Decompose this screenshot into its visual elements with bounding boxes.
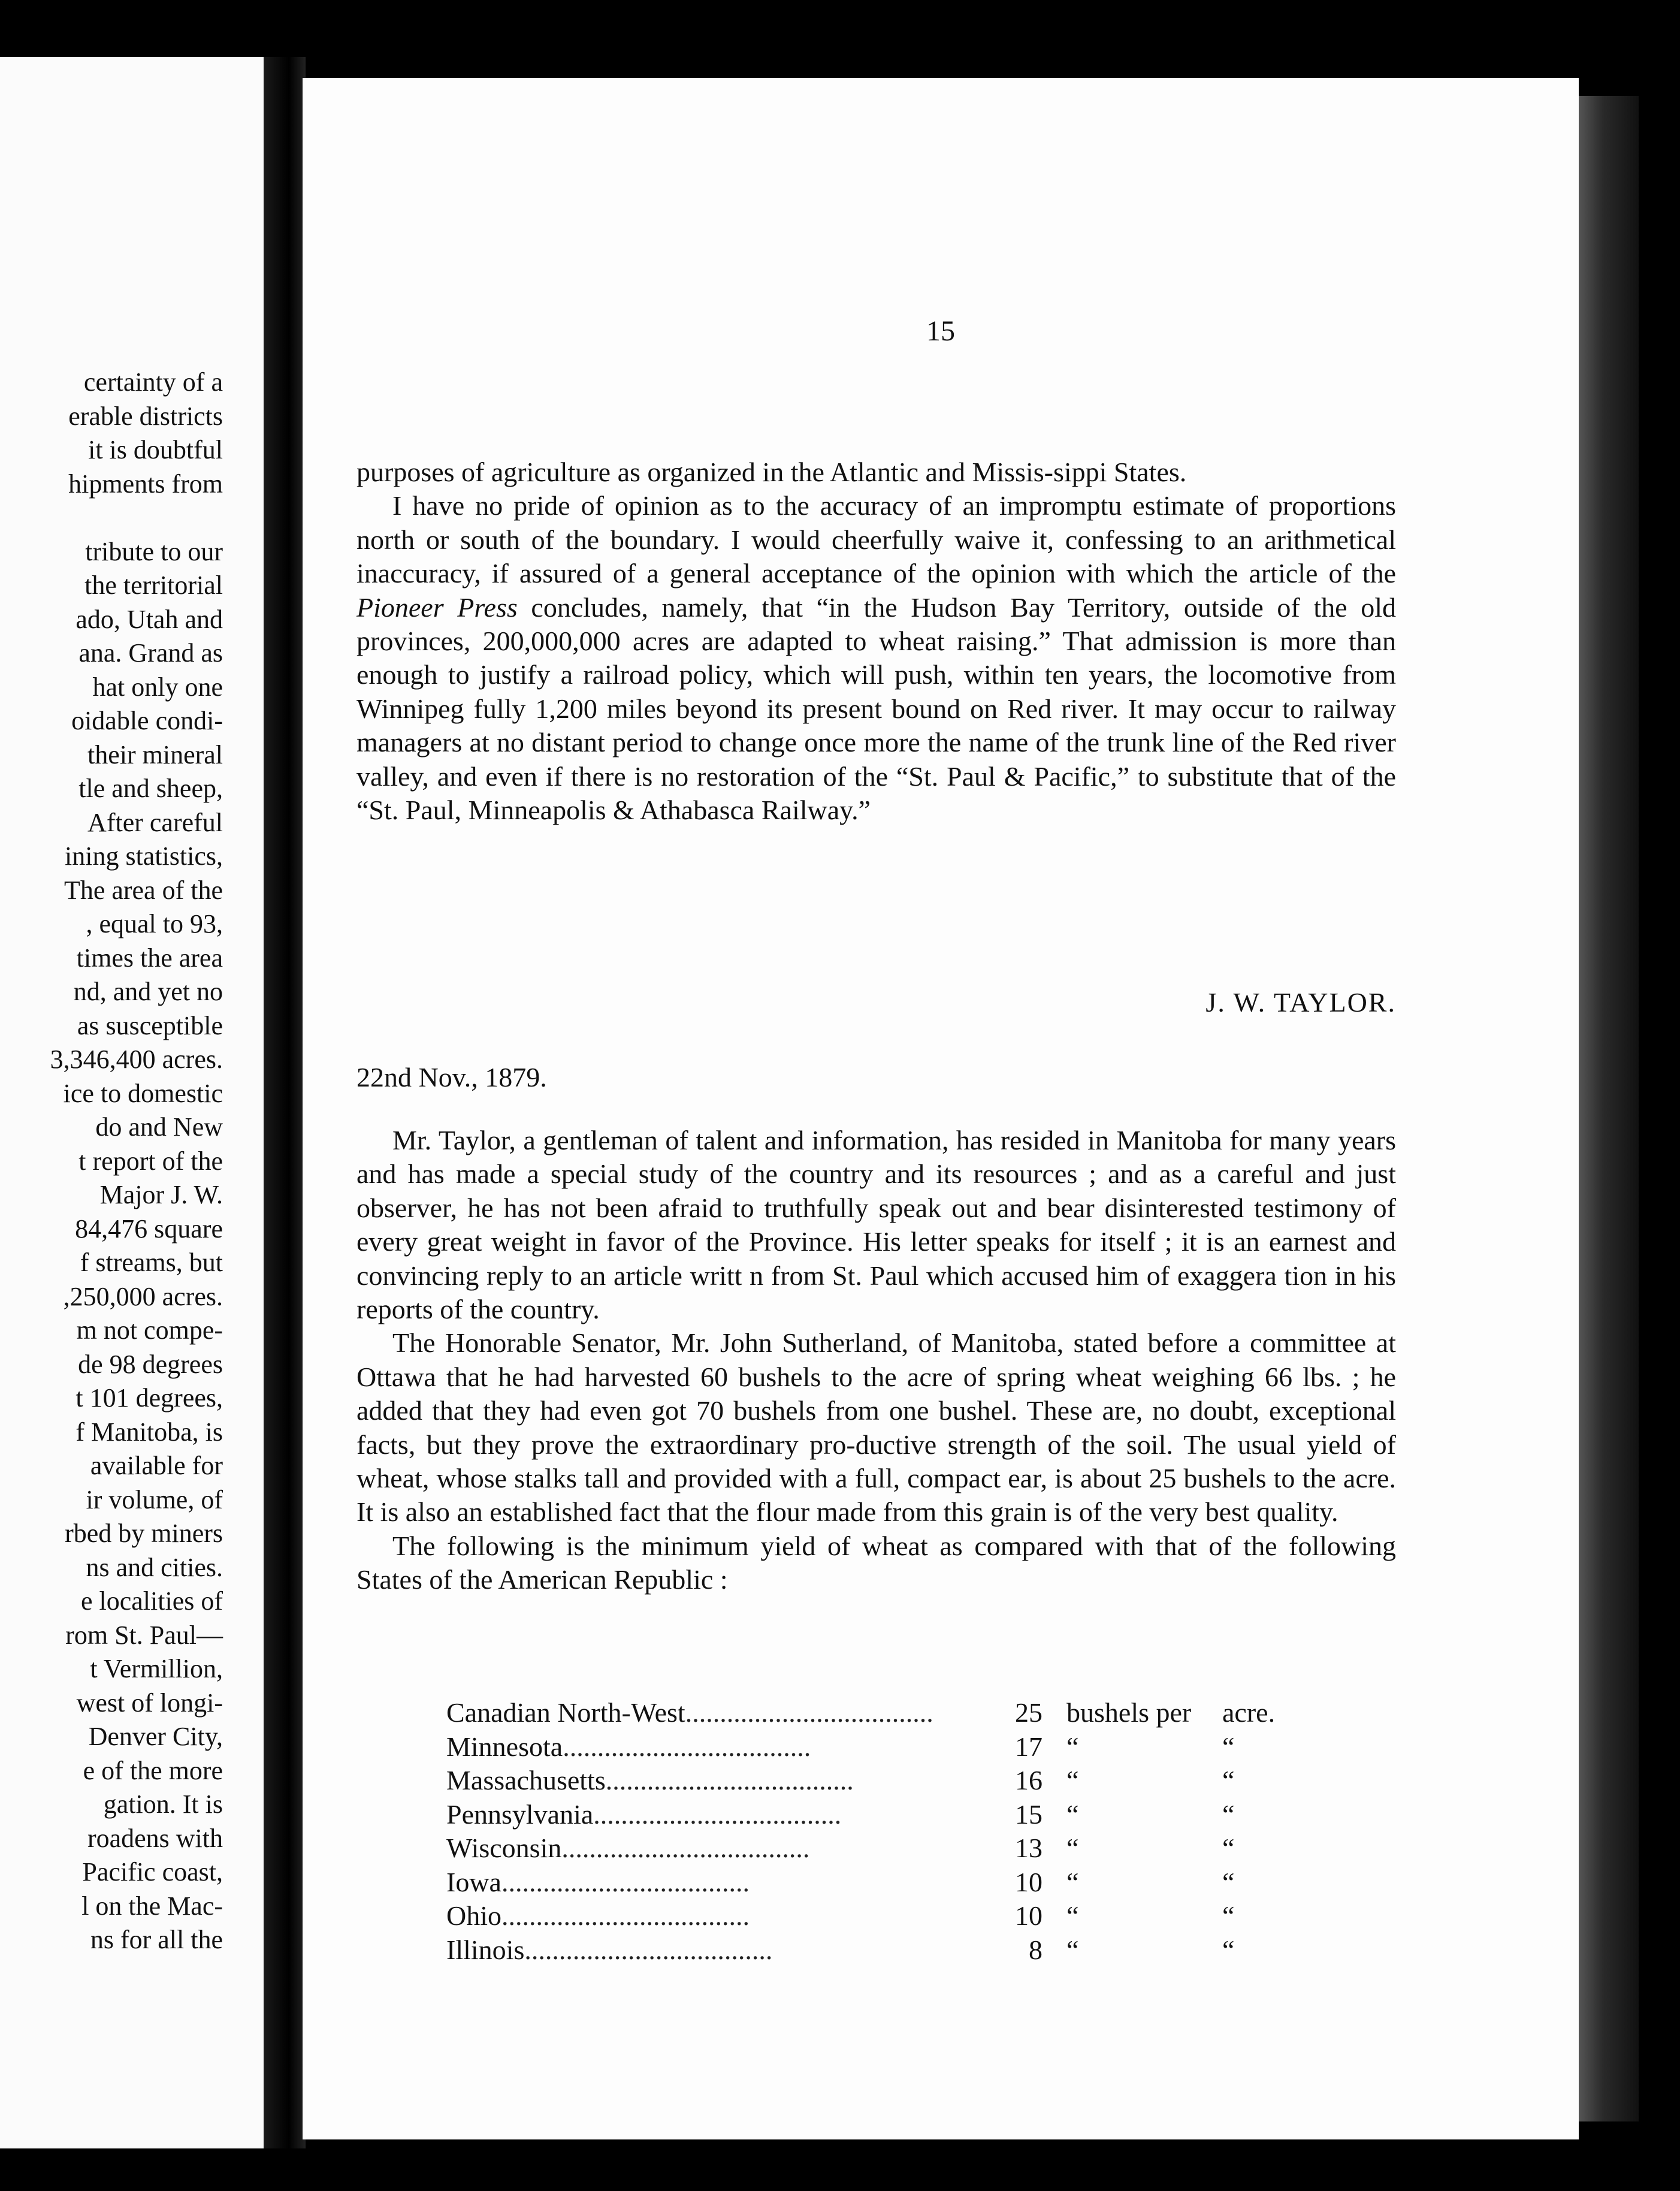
adjacent-page-line: f Manitoba, is [75, 1417, 223, 1447]
adjacent-page-line: ana. Grand as [78, 638, 223, 668]
adjacent-page-line: rbed by miners [65, 1519, 223, 1548]
adjacent-page-line: gation. It is [103, 1789, 223, 1819]
adjacent-page-line: ado, Utah and [75, 604, 223, 634]
yield-unit: “ [1066, 1934, 1079, 1965]
adjacent-page-line: ir volume, of [86, 1484, 223, 1514]
paragraph-4: The Honorable Senator, Mr. John Sutherland, of Manitoba, stated before a committee at Ottawa that he had harvested 60 bushels to the acre of spring wheat weighing 66 lbs. ; he added that they had even got 70 bushels from one bushel. These are, no doubt, exceptional facts, but they prove the extraordinary pro-ductive strength of the soil. The usual yield of wheat, whose stalks tall and provided with a full, compact ear, is about 25 bushels to the acre. It is also an established fact that the flour made from this grain is of the very best quality. [356, 1327, 1396, 1528]
adjacent-page-line: ,250,000 acres. [63, 1281, 223, 1311]
adjacent-page-line: de 98 degrees [78, 1349, 223, 1379]
adjacent-page-line: Denver City, [88, 1722, 223, 1751]
yield-unit-2: “ [1222, 1934, 1235, 1965]
state-name: Iowa.................................... [446, 1866, 750, 1897]
yield-unit: “ [1066, 1765, 1079, 1795]
adjacent-page-line: do and New [95, 1112, 223, 1142]
state-name: Wisconsin.................................... [446, 1833, 810, 1863]
adjacent-page-line: ns for all the [90, 1925, 223, 1954]
adjacent-page-line: 3,346,400 acres. [50, 1045, 223, 1074]
state-name: Minnesota.................................... [446, 1731, 811, 1762]
table-row [446, 1696, 1294, 1730]
yield-unit: “ [1066, 1900, 1079, 1931]
adjacent-page-line: tle and sheep, [78, 774, 223, 803]
yield-value: 25 [1015, 1697, 1043, 1728]
adjacent-page-line [0, 501, 264, 535]
yield-unit-2: “ [1222, 1900, 1235, 1931]
table-row [446, 1730, 1294, 1764]
yield-value: 10 [1015, 1900, 1043, 1931]
paragraph-2: I have no pride of opinion as to the accuracy of an impromptu estimate of proportions north or south of the boundary. I would cheerfully waive it, confessing to an arithmetical inaccuracy, if assured of a general acceptance of the opinion with which the article of the Pioneer Press concludes, namely, that “in the Hudson Bay Territory, outside of the old provinces, 200,000,000 acres are adapted to wheat raising.” That admission is more than enough to justify a railroad policy, which will push, within ten years, the locomotive from Winnipeg fully 1,200 miles beyond its present bound on Red river. It may occur to railway managers at no distant period to change once more the name of the trunk line of the Red river valley, and even if there is no restoration of the “St. Paul & Pacific,” to substitute that of the “St. Paul, Minneapolis & Athabasca Railway.” [356, 490, 1396, 826]
adjacent-page-line: , equal to 93, [86, 909, 223, 938]
adjacent-page-line: f streams, but [80, 1248, 223, 1277]
page-edge [1579, 96, 1639, 2121]
adjacent-page-line: rom St. Paul— [65, 1620, 223, 1650]
adjacent-page-line: tribute to our [85, 536, 223, 566]
adjacent-page-line: ns and cities. [86, 1552, 223, 1582]
state-name: Illinois.................................... [446, 1934, 773, 1965]
state-name: Ohio.................................... [446, 1900, 750, 1931]
yield-unit: “ [1066, 1731, 1079, 1762]
adjacent-page-line: Pacific coast, [82, 1857, 223, 1887]
yield-unit-2: “ [1222, 1833, 1235, 1863]
yield-unit-2: “ [1222, 1798, 1235, 1830]
adjacent-page-line: roadens with [87, 1823, 223, 1853]
adjacent-page-line: ice to domestic [63, 1078, 223, 1108]
yield-unit: bushels per [1066, 1697, 1192, 1728]
commentary [356, 1124, 1396, 1597]
adjacent-page-line: m not compe- [76, 1315, 223, 1345]
table-row [446, 1866, 1294, 1900]
publication-title: Pioneer Press [356, 591, 518, 623]
adjacent-page-line: erable districts [68, 401, 223, 431]
adjacent-page-line: nd, and yet no [73, 977, 223, 1006]
letter-conclusion [356, 455, 1396, 827]
adjacent-page-line: available for [90, 1451, 223, 1480]
adjacent-page-line: 84,476 square [75, 1214, 223, 1244]
adjacent-page-line: the territorial [84, 571, 223, 600]
wheat-yield-table [446, 1696, 1294, 1967]
adjacent-page-line: Major J. W. [99, 1180, 223, 1209]
table-row [446, 1899, 1294, 1933]
yield-value: 8 [1029, 1934, 1043, 1965]
adjacent-page-text [0, 366, 264, 1957]
yield-unit-2: “ [1222, 1765, 1235, 1795]
yield-value: 17 [1015, 1731, 1043, 1762]
adjacent-page-line: it is doubtful [88, 435, 223, 464]
table-row [446, 1764, 1294, 1798]
state-name: Pennsylvania.................................... [446, 1798, 842, 1830]
yield-unit: “ [1066, 1833, 1079, 1863]
yield-unit-2: acre. [1222, 1697, 1276, 1728]
adjacent-page-line: their mineral [87, 740, 223, 769]
adjacent-page-line: t report of the [78, 1146, 223, 1176]
page [303, 78, 1579, 2139]
adjacent-page-line: After careful [87, 807, 223, 837]
yield-value: 10 [1015, 1866, 1043, 1897]
adjacent-page-line: l on the Mac- [81, 1891, 223, 1921]
yield-unit: “ [1066, 1866, 1079, 1897]
adjacent-page-line: The area of the [64, 875, 223, 905]
state-name: Canadian North-West.................................... [446, 1697, 933, 1728]
adjacent-page-line: t Vermillion, [90, 1654, 223, 1683]
paragraph-5: The following is the minimum yield of wheat as compared with that of the following States of the American Republic : [356, 1530, 1396, 1595]
book-gutter [264, 57, 306, 2148]
adjacent-page-line: certainty of a [83, 367, 223, 397]
adjacent-page [0, 57, 264, 2148]
adjacent-page-line: hipments from [68, 469, 223, 499]
adjacent-page-line: e localities of [80, 1586, 223, 1616]
signature: J. W. TAYLOR. [1205, 987, 1396, 1018]
adjacent-page-line: hat only one [92, 672, 223, 702]
yield-unit: “ [1066, 1798, 1079, 1830]
state-name: Massachusetts.................................... [446, 1765, 854, 1795]
adjacent-page-line: e of the more [83, 1755, 223, 1785]
table-row [446, 1933, 1294, 1967]
adjacent-page-line: as susceptible [77, 1010, 223, 1040]
yield-value: 15 [1015, 1798, 1043, 1830]
yield-value: 13 [1015, 1833, 1043, 1863]
adjacent-page-line: times the area [76, 943, 223, 973]
paragraph-1: purposes of agriculture as organized in the Atlantic and Missis-sippi States. [356, 457, 1187, 487]
table-row [446, 1831, 1294, 1866]
table-row [446, 1798, 1294, 1832]
adjacent-page-line: t 101 degrees, [75, 1383, 223, 1413]
adjacent-page-line: oidable condi- [71, 706, 223, 735]
adjacent-page-line: ining statistics, [65, 841, 223, 871]
page-number: 15 [926, 315, 955, 347]
yield-value: 16 [1015, 1765, 1043, 1795]
letter-date: 22nd Nov., 1879. [356, 1062, 547, 1093]
paragraph-3: Mr. Taylor, a gentleman of talent and information, has resided in Manitoba for many years and has made a special study of the country and its resources ; and as a careful and just observer, he has not been afraid to truthfully speak out and bear disinterested testimony of every great weight in favor of the Province. His letter speaks for itself ; it is an earnest and convincing reply to an article writt n from St. Paul which accused him of exaggera tion in his reports of the country. [356, 1125, 1396, 1325]
adjacent-page-line: west of longi- [76, 1688, 223, 1718]
yield-unit-2: “ [1222, 1731, 1235, 1762]
yield-unit-2: “ [1222, 1866, 1235, 1897]
